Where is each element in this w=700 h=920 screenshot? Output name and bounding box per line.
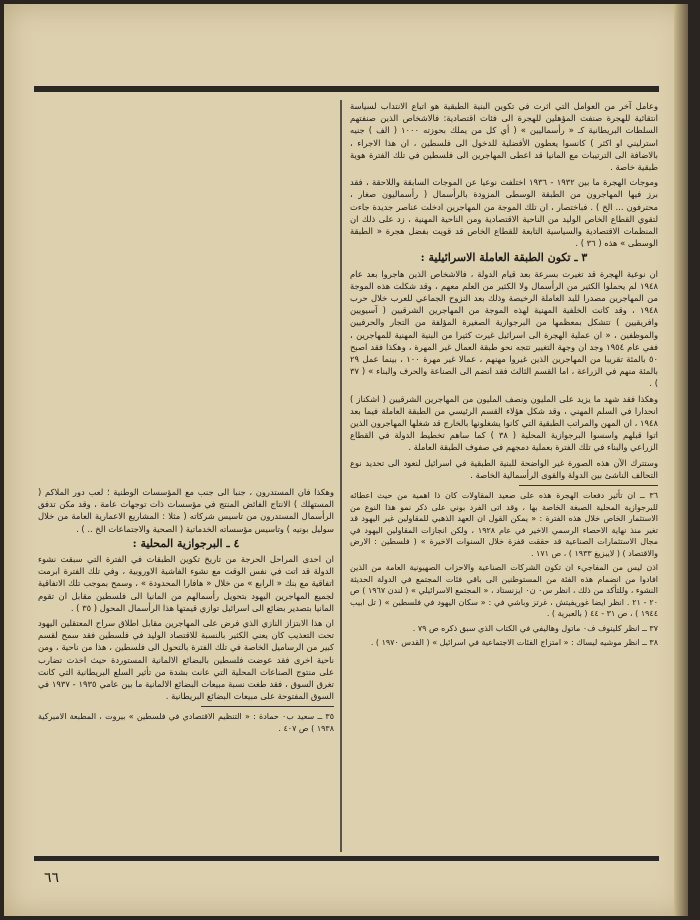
paragraph: وعامل آخر من العوامل التي اثرت في تكوين البنية الطبقية هو اتباع الانتداب لسياسة انتقائية للهجرة صنفت المؤهلين للهجرة الى فئات اقتصادية: فالاشخاص الذين صنفتهم السلطات البريطانية كـ « رأسماليين » ( أي كل من يملك بحوزته ١٠٠٠ ( الف ) جنيه استرليني او اكثر ) كانسوا يعطون الأفضلية للدخول الى فلسطين ، ان هذا الاجراء ، بالاضافة الى الترتيبات مع المانيا قد اعطى المهاجرين الى فلسطين في تلك الفترة هوية طبقية خاصة . [350,101,658,173]
paragraph: وستترك الآن هذه الصورة غير الواضحة للبنية الطبقية في اسرائيل لنعود الى تحديد نوع التحالف الناشئ بين الدولة والقوى الرأسمالية الخاصة . [350,457,658,480]
paragraph: ان احدى المراحل الحرجة من تاريخ تكوين الطبقات في الفترة التي سبقت نشوء الدولة قد اتت في نفس الوقت مع نشوء الفاشية الاوروبية ، وفي تلك الفترة ابرمت اتفاقية مع بنك « الرابع » من خلال « هافارا المحدودة » ، وسمح بموجب تلك الاتفاقية لجميع المهاجرين اليهود بتحويل رأسمالهم من المانيا الى فلسطين مقابل ان تقوم المانيا بتصدير بضائع الى اسرائيل توازي قيمتها هذا الرأسمال المحول ( ٣٥ ) . [38,554,334,613]
paragraph: ان هذا الابتزاز النازي الذي فرض على المهاجرين مقابل اطلاق سراح المعتقلين اليهود تحت التعذيب كان يعني الكثير بالنسبة للاقتصاد الوليد في فلسطين فقد سمح لقسم كبير من الرساميل الخاصة في تلك الفترة بالتحول الى فلسطين ، هذا من ناحية ، ومن ناحية اخرى فقد عوضت فلسطين بالبضائع الالمانية المستوردة حيث اخذت تضارب على منتوج الصناعات المحلية التي عانت بشدة من تأثير السلع البريطانية التي كانت تغرق السوق ، فقد طغت نسبة مبيعات البضائع الالمانية ما بين عامي ١٩٣٥ - ١٩٣٧ في السوق المفتوحة على مبيعات البضائع البريطانية . [38,618,334,702]
paragraph: ان نوعية الهجرة قد تغيرت بسرعة بعد قيام الدولة ، فالاشخاص الذين هاجروا بعد عام ١٩٤٨ لم يحملوا الكثير من الرأسمال ولا الكثير من العلم معهم ، وقد شكلت هذه الموجة من المهاجرين مصدرا للبد العاملة الرخيصة وذلك بعد النزوح الجماعي للعرب خلال حرب ١٩٤٨ ، وقد كانت الخلفية المهنية لهذه الموجة من المهاجرين الشرقيين ( آسيويين وافريقيين ) تتشكل بمعظمها من البرجوازية الصغيرة المؤلفة من التجار والحرفيين والموظفين ، « ان عملية الهجرة الى اسرائيل غيرت كثيرا من البنية المهنية للمهاجرين ، ففي عام ١٩٥٤ وجد ان وجهة التغيير تتجه نحو طبقة العمال غير المهرة ، وهكذا فقد اصبح ٥٠ بالمئة تقريبا من المهاجرين الذين غيروا مهنهم ، عمالا غير مهرة ١٠٠ ، بينما عمل ٢٩ بالمئة منهم في الزراعة ، اما القسم الثالث فقد انضم الى الصناعة والحرف والبناء » ( ٣٧ ) . [350,268,659,389]
footnote-separator [201,706,334,707]
footnote: ٣٦ ــ ان تأثير دفعات الهجرة هذه على صعيد المقاولات كان ذا اهمية من حيث اعطائه للبرجوازية المحلية الصبغة الخاصة بها ، وقد اتى الفرد بوني على ذكر نمو هذا النوع من الاستثمار الخاص خلال هذه الفترة : « يمكن القول ان العهد الذهبي للمقاولين غير اليهود قد تغير منذ نهاية الاحصاء الرسمي الاخير في عام ١٩٢٨ ، ولكن انجازات المقاولين اليهود في مجال الاستثمارات الصناعية قد حققت قفزة خلال السنوات الاخيرة » ( فلسطين : الارض والاقتصاد ) ( لايبزيغ ١٩٣٣ ) ، ص ١٧١ . [350,491,658,558]
column-divider [340,100,342,852]
footnote-separator [519,485,658,486]
section-heading-bourgeoisie: ٤ ـ البرجوازية المحلية : [132,536,240,550]
page-number: ٦٦ [44,870,60,886]
right-column [350,100,658,652]
footnote: ٣٨ ــ انظر موشيه ليساك : « امتزاج الفئات الاجتماعية في اسرائيل » ( القدس ١٩٧٠ ) . [370,638,658,648]
left-column [38,486,334,737]
bottom-rule [34,856,659,861]
section-heading-workers: ٣ ـ تكون الطبقة العاملة الاسرائيلية : [420,251,588,265]
footnote: ٣٧ ــ انظر كلينوف ف٠ ماتول وهاليفي في الكتاب الذي سبق ذكره ص ٧٩ . [412,623,658,633]
paragraph: وموجات الهجرة ما بين ١٩٣٢ - ١٩٣٦ اختلفت نوعيا عن الموجات السابقة واللاحقة ، فقد برز فيها المهاجرون من الطبقة الوسطى المزودة بالرأسمال ( رأسماليون صغار ، محترفون ... الخ ) . فباختصار ، ان تلك الموجة من المهاجرين ادخلت عناصر جديدة جاءت لتقوي القطاع الخاص الوليد من الناحية الاقتصادية ومن الناحية المهنية ، زد على ذلك ان المنظمات الاقتصادية والسياسية التابعة للقطاع الخاص قد قويت بفضل هجرة « الطبقة الوسطى » هذه ( ٣٦ ) . [350,177,659,249]
footnote: اذن ليس من المفاجيء ان تكون الشركات الصناعية والاحزاب الصهيونية العامة من الذين افادوا من انضمام هذه الفئة من المستوطنين الى باقي فئات المجتمع في الدولة الحديثة النشوء ، وللتأكد من ذلك ، انظر س٠ ن٠ ايزنستاد ، « المجتمع الاسرائيلي » ( لندن ١٩٦٧ ) ص ٢٠ - ٢١ . انظر ايضا غوريفيتش ، غرتز وباشي في : « سكان اليهود في فلسطين » ( تل ابيب ١٩٤٤ ) ، ص ٣١ - ٤٤ ( بالعبرية ) . [350,563,658,619]
paragraph: وهكذا فقد شهد ما يزيد على المليون ونصف المليون من المهاجرين الشرقيين ( اشكناز ) انحدارا في السلم المهني ، وقد شكل هؤلاء القسم الرئيسي من الطبقة العاملة فيما بعد ١٩٤٨ ، ان المهن والمراتب الطبقية التي كانوا يشغلونها بالخارج قد شغلها المهاجرون الذين اتوا قبلهم واسسوا البرجوازية المحلية ( ٣٨ ) كما ساهم تخطيط الدولة في القطاع الزراعي والبناء في تلك الفترة بعملية دمجهم في صفوف الطبقة العاملة . [350,393,658,453]
book-page [4,4,688,916]
paragraph: وهكذا فان المستدرون ، جنبا الى جنب مع المؤسسات الوطنية ؛ لعب دور الملاكم ( المستهلك ) الانتاج الفائض المنتج في مؤسسات ذات توجهات عامة ، وقد مكن تدفق الرأسمال المستدرون من تاسيس شركاته ( مثلا : المشاريع الاعمارية العامة من خلال سوليل بونيه ) وتاسيس مؤسساته الخدماتية ( الصحية والاجتماعات الخ .. ) . [38,487,334,534]
page-binding-shadow [674,4,688,916]
footnote: ٣٥ ــ سعيد ب٠ حمادة : « التنظيم الاقتصادي في فلسطين » بيروت ، المطبعة الاميركية ١٩٣٨ ) ص ٤٠٧ . [38,712,335,733]
top-rule [34,86,659,92]
